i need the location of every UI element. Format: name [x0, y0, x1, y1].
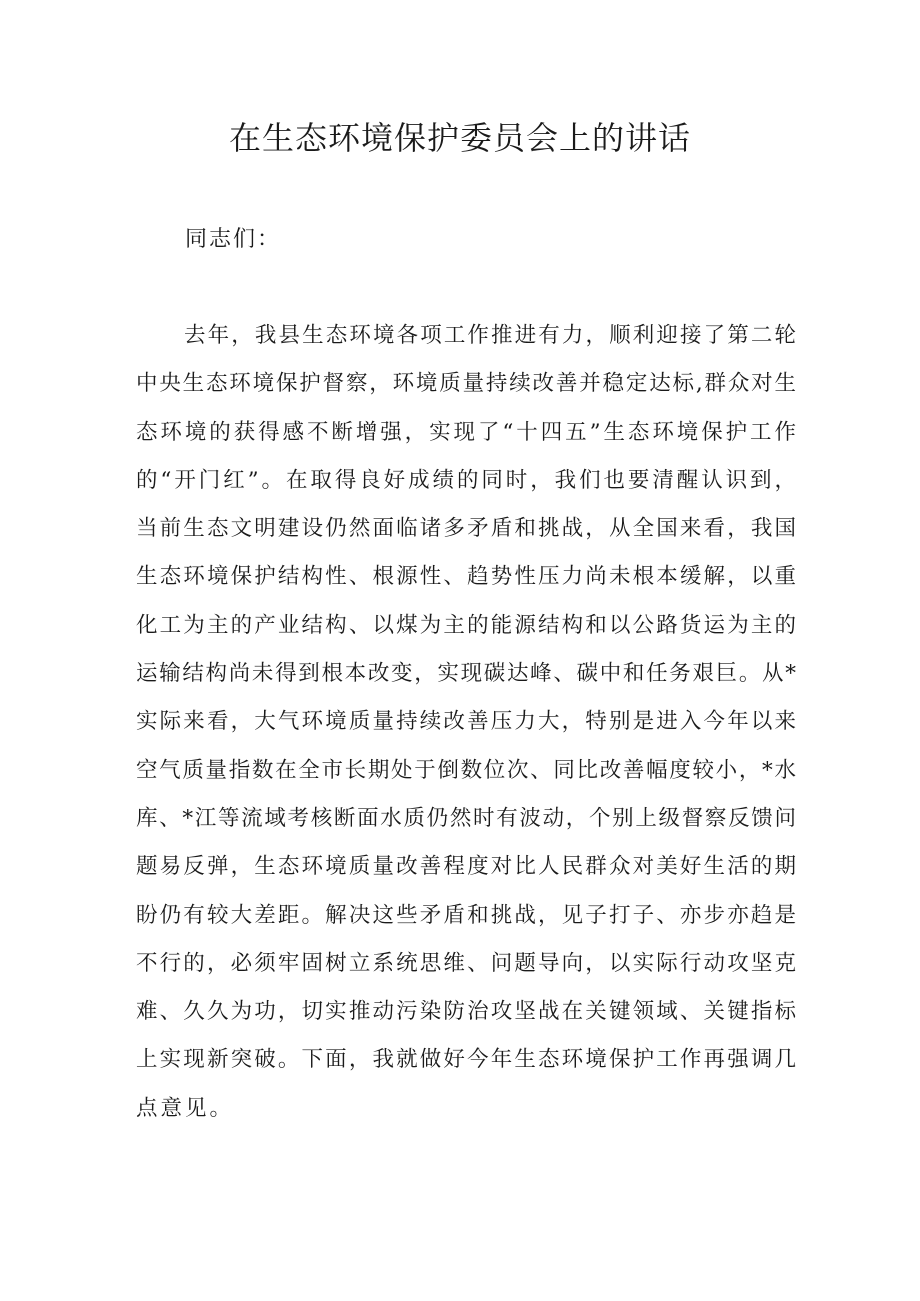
paragraph-line: 难、久久为功，切实推动污染防治攻坚战在关键领域、关键指标 — [136, 999, 796, 1025]
paragraph-line: 不行的，必须牢固树立系统思维、问题导向，以实际行动攻坚克 — [136, 950, 796, 976]
body-paragraph — [136, 312, 796, 1133]
paragraph-line: 点意见。 — [136, 1095, 235, 1121]
paragraph-line: 化工为主的产业结构、以煤为主的能源结构和以公路货运为主的 — [136, 612, 796, 638]
paragraph-line: 的“开门红”。在取得良好成绩的同时，我们也要清醒认识到， — [136, 467, 796, 493]
paragraph-line: 上实现新突破。下面，我就做好今年生态环境保护工作再强调几 — [136, 1047, 796, 1073]
paragraph-line: 态环境的获得感不断增强，实现了“十四五”生态环境保护工作 — [136, 419, 796, 445]
paragraph-line: 去年，我县生态环境各项工作推进有力，顺利迎接了第二轮 — [184, 323, 796, 348]
paragraph-line: 中央生态环境保护督察，环境质量持续改善并稳定达标,群众对生 — [136, 371, 796, 397]
paragraph-line: 实际来看，大气环境质量持续改善压力大，特别是进入今年以来 — [136, 709, 796, 735]
paragraph-line: 库、*江等流域考核断面水质仍然时有波动，个别上级督察反馈问 — [136, 805, 796, 831]
paragraph-line: 运输结构尚未得到根本改变，实现碳达峰、碳中和任务艰巨。从* — [136, 661, 796, 687]
paragraph-line: 题易反弹，生态环境质量改善程度对比人民群众对美好生活的期 — [136, 854, 796, 880]
document-title: 在生态环境保护委员会上的讲话 — [228, 119, 691, 157]
paragraph-line: 空气质量指数在全市长期处于倒数位次、同比改善幅度较小，*水 — [136, 757, 796, 783]
paragraph-line: 生态环境保护结构性、根源性、趋势性压力尚未根本缓解，以重 — [136, 564, 796, 590]
paragraph-line: 盼仍有较大差距。解决这些矛盾和挑战，见子打子、亦步亦趋是 — [136, 902, 796, 928]
paragraph-line: 当前生态文明建设仍然面临诸多矛盾和挑战，从全国来看，我国 — [136, 516, 796, 542]
salutation: 同志们： — [185, 227, 282, 252]
